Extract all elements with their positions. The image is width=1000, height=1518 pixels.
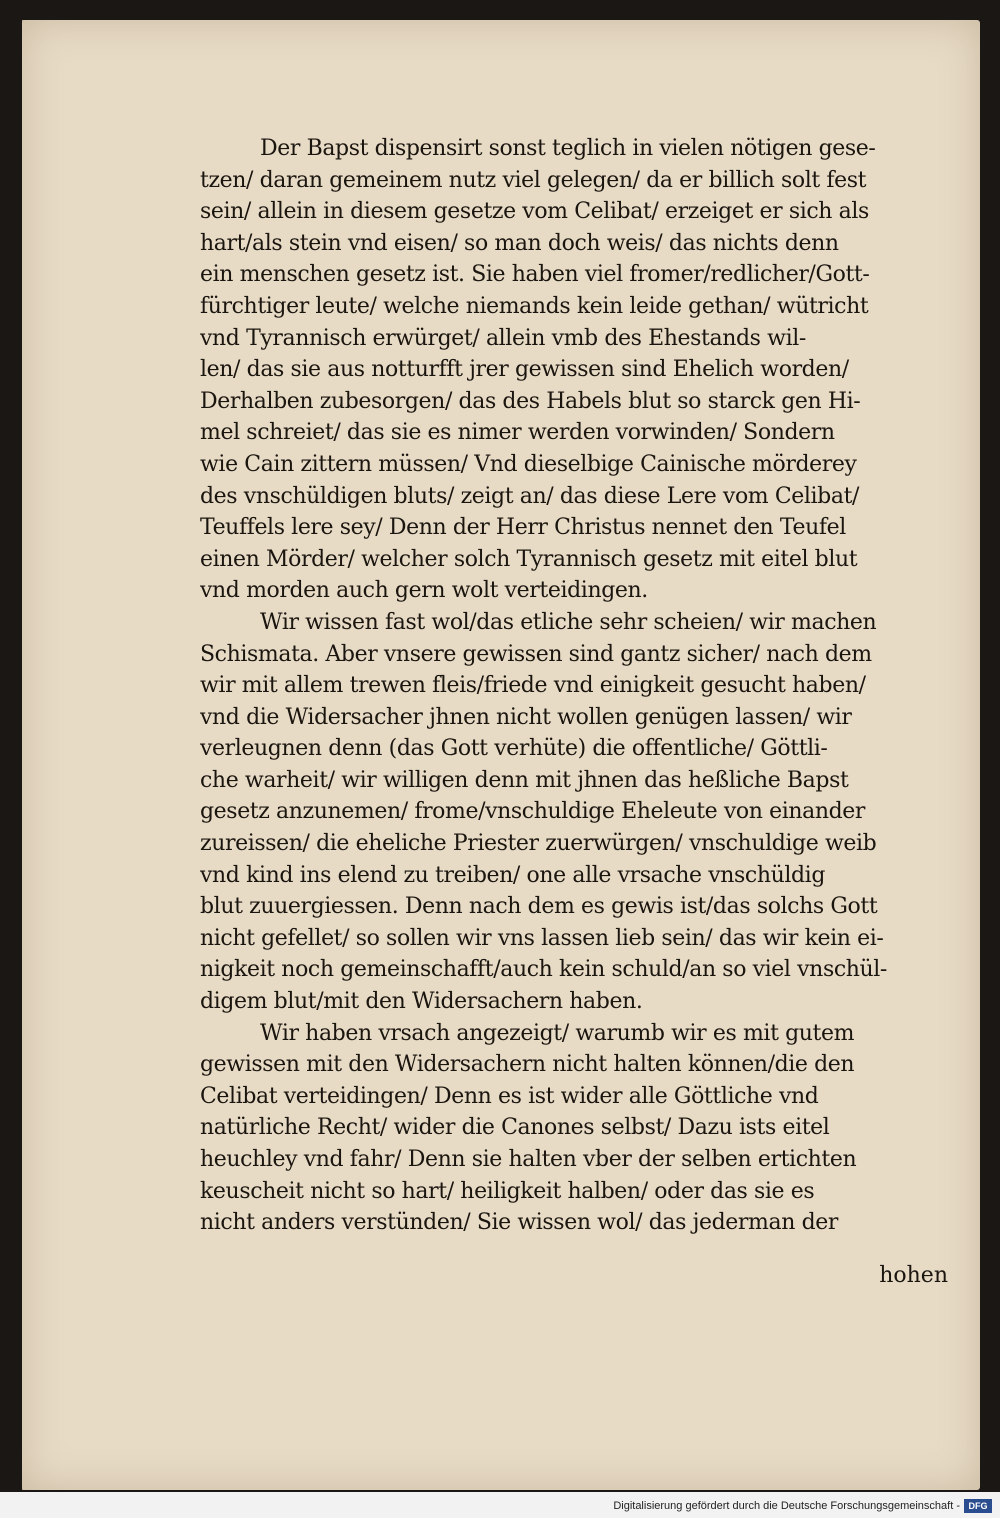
text-line: wie Cain zittern müssen/ Vnd dieselbige Cainische mörderey: [200, 451, 857, 477]
text-line: tzen/ daran gemeinem nutz viel gelegen/ da er billich solt fest: [200, 167, 867, 193]
text-line: digem blut/mit den Widersachern haben.: [200, 989, 643, 1015]
text-line: sein/ allein in diesem gesetze vom Celibat/ erzeiget er sich als: [200, 199, 869, 225]
text-line: gewissen mit den Widersachern nicht halten können/die den: [200, 1052, 855, 1078]
text-line: nicht gefellet/ so sollen wir vns lassen lieb sein/ das wir kein ei-: [200, 925, 884, 951]
text-line: vnd kind ins elend zu treiben/ one alle vrsache vnschüldig: [200, 862, 826, 888]
document-text-block: [200, 133, 950, 1239]
dfg-logo: DFG: [964, 1499, 992, 1513]
text-line: len/ das sie aus notturfft jrer gewissen sind Ehelich worden/: [200, 357, 849, 383]
text-line: Wir wissen fast wol/das etliche sehr scheien/ wir machen: [260, 609, 877, 635]
text-line: heuchley vnd fahr/ Denn sie halten vber der selben ertichten: [200, 1147, 857, 1172]
text-line: Wir haben vrsach angezeigt/ warumb wir es mit gutem: [260, 1020, 855, 1046]
text-line: vnd die Widersacher jhnen nicht wollen genügen lassen/ wir: [200, 704, 852, 730]
text-line: keuscheit nicht so hart/ heiligkeit halben/ oder das sie es: [200, 1178, 815, 1204]
text-line: fürchtiger leute/ welche niemands kein leide gethan/ wütricht: [200, 293, 869, 319]
text-line: wir mit allem trewen fleis/friede vnd einigkeit gesucht haben/: [200, 673, 866, 699]
text-line: blut zuuergiessen. Denn nach dem es gewis ist/das solchs Gott: [200, 894, 878, 920]
text-line: zureissen/ die eheliche Priester zuerwürgen/ vnschuldige weib: [200, 831, 877, 857]
text-line: che warheit/ wir willigen denn mit jhnen das heßliche Bapst: [200, 767, 849, 793]
text-line: nicht anders verstünden/ Sie wissen wol/ das jederman der: [200, 1210, 838, 1236]
text-line: ein menschen gesetz ist. Sie haben viel fromer/redlicher/Gott-: [200, 262, 870, 288]
text-line: des vnschüldigen bluts/ zeigt an/ das diese Lere vom Celibat/: [200, 483, 860, 509]
text-line: Der Bapst dispensirt sonst teglich in vielen nötigen gese-: [260, 136, 876, 161]
footer-bar: [0, 1492, 1000, 1518]
text-line: Teuffels lere sey/ Denn der Herr Christus nennet den Teufel: [200, 515, 846, 541]
text-line: verleugnen denn (das Gott verhüte) die offentliche/ Göttli-: [200, 736, 828, 762]
text-line: mel schreiet/ das sie es nimer werden vorwinden/ Sondern: [200, 420, 835, 446]
text-line: vnd morden auch gern wolt verteidingen.: [200, 578, 648, 604]
text-line: hart/als stein vnd eisen/ so man doch weis/ das nichts denn: [200, 230, 839, 256]
footer-credit-text: Digitalisierung gefördert durch die Deutsche Forschungsgemeinschaft -: [613, 1500, 960, 1512]
text-line: nigkeit noch gemeinschafft/auch kein schuld/an so viel vnschül-: [200, 957, 887, 983]
text-line: Schismata. Aber vnsere gewissen sind gantz sicher/ nach dem: [200, 641, 872, 667]
text-line: Derhalben zubesorgen/ das des Habels blut so starck gen Hi-: [200, 388, 861, 414]
text-line: natürliche Recht/ wider die Canones selbst/ Dazu ists eitel: [200, 1115, 830, 1141]
text-line: gesetz anzunemen/ frome/vnschuldige Eheleute von einander: [200, 799, 866, 825]
text-line: Celibat verteidingen/ Denn es ist wider alle Göttliche vnd: [200, 1083, 819, 1109]
catchword: hohen: [879, 1263, 948, 1288]
text-line: vnd Tyrannisch erwürget/ allein vmb des Ehestands wil-: [200, 325, 806, 351]
text-line: einen Mörder/ welcher solch Tyrannisch gesetz mit eitel blut: [200, 546, 858, 572]
